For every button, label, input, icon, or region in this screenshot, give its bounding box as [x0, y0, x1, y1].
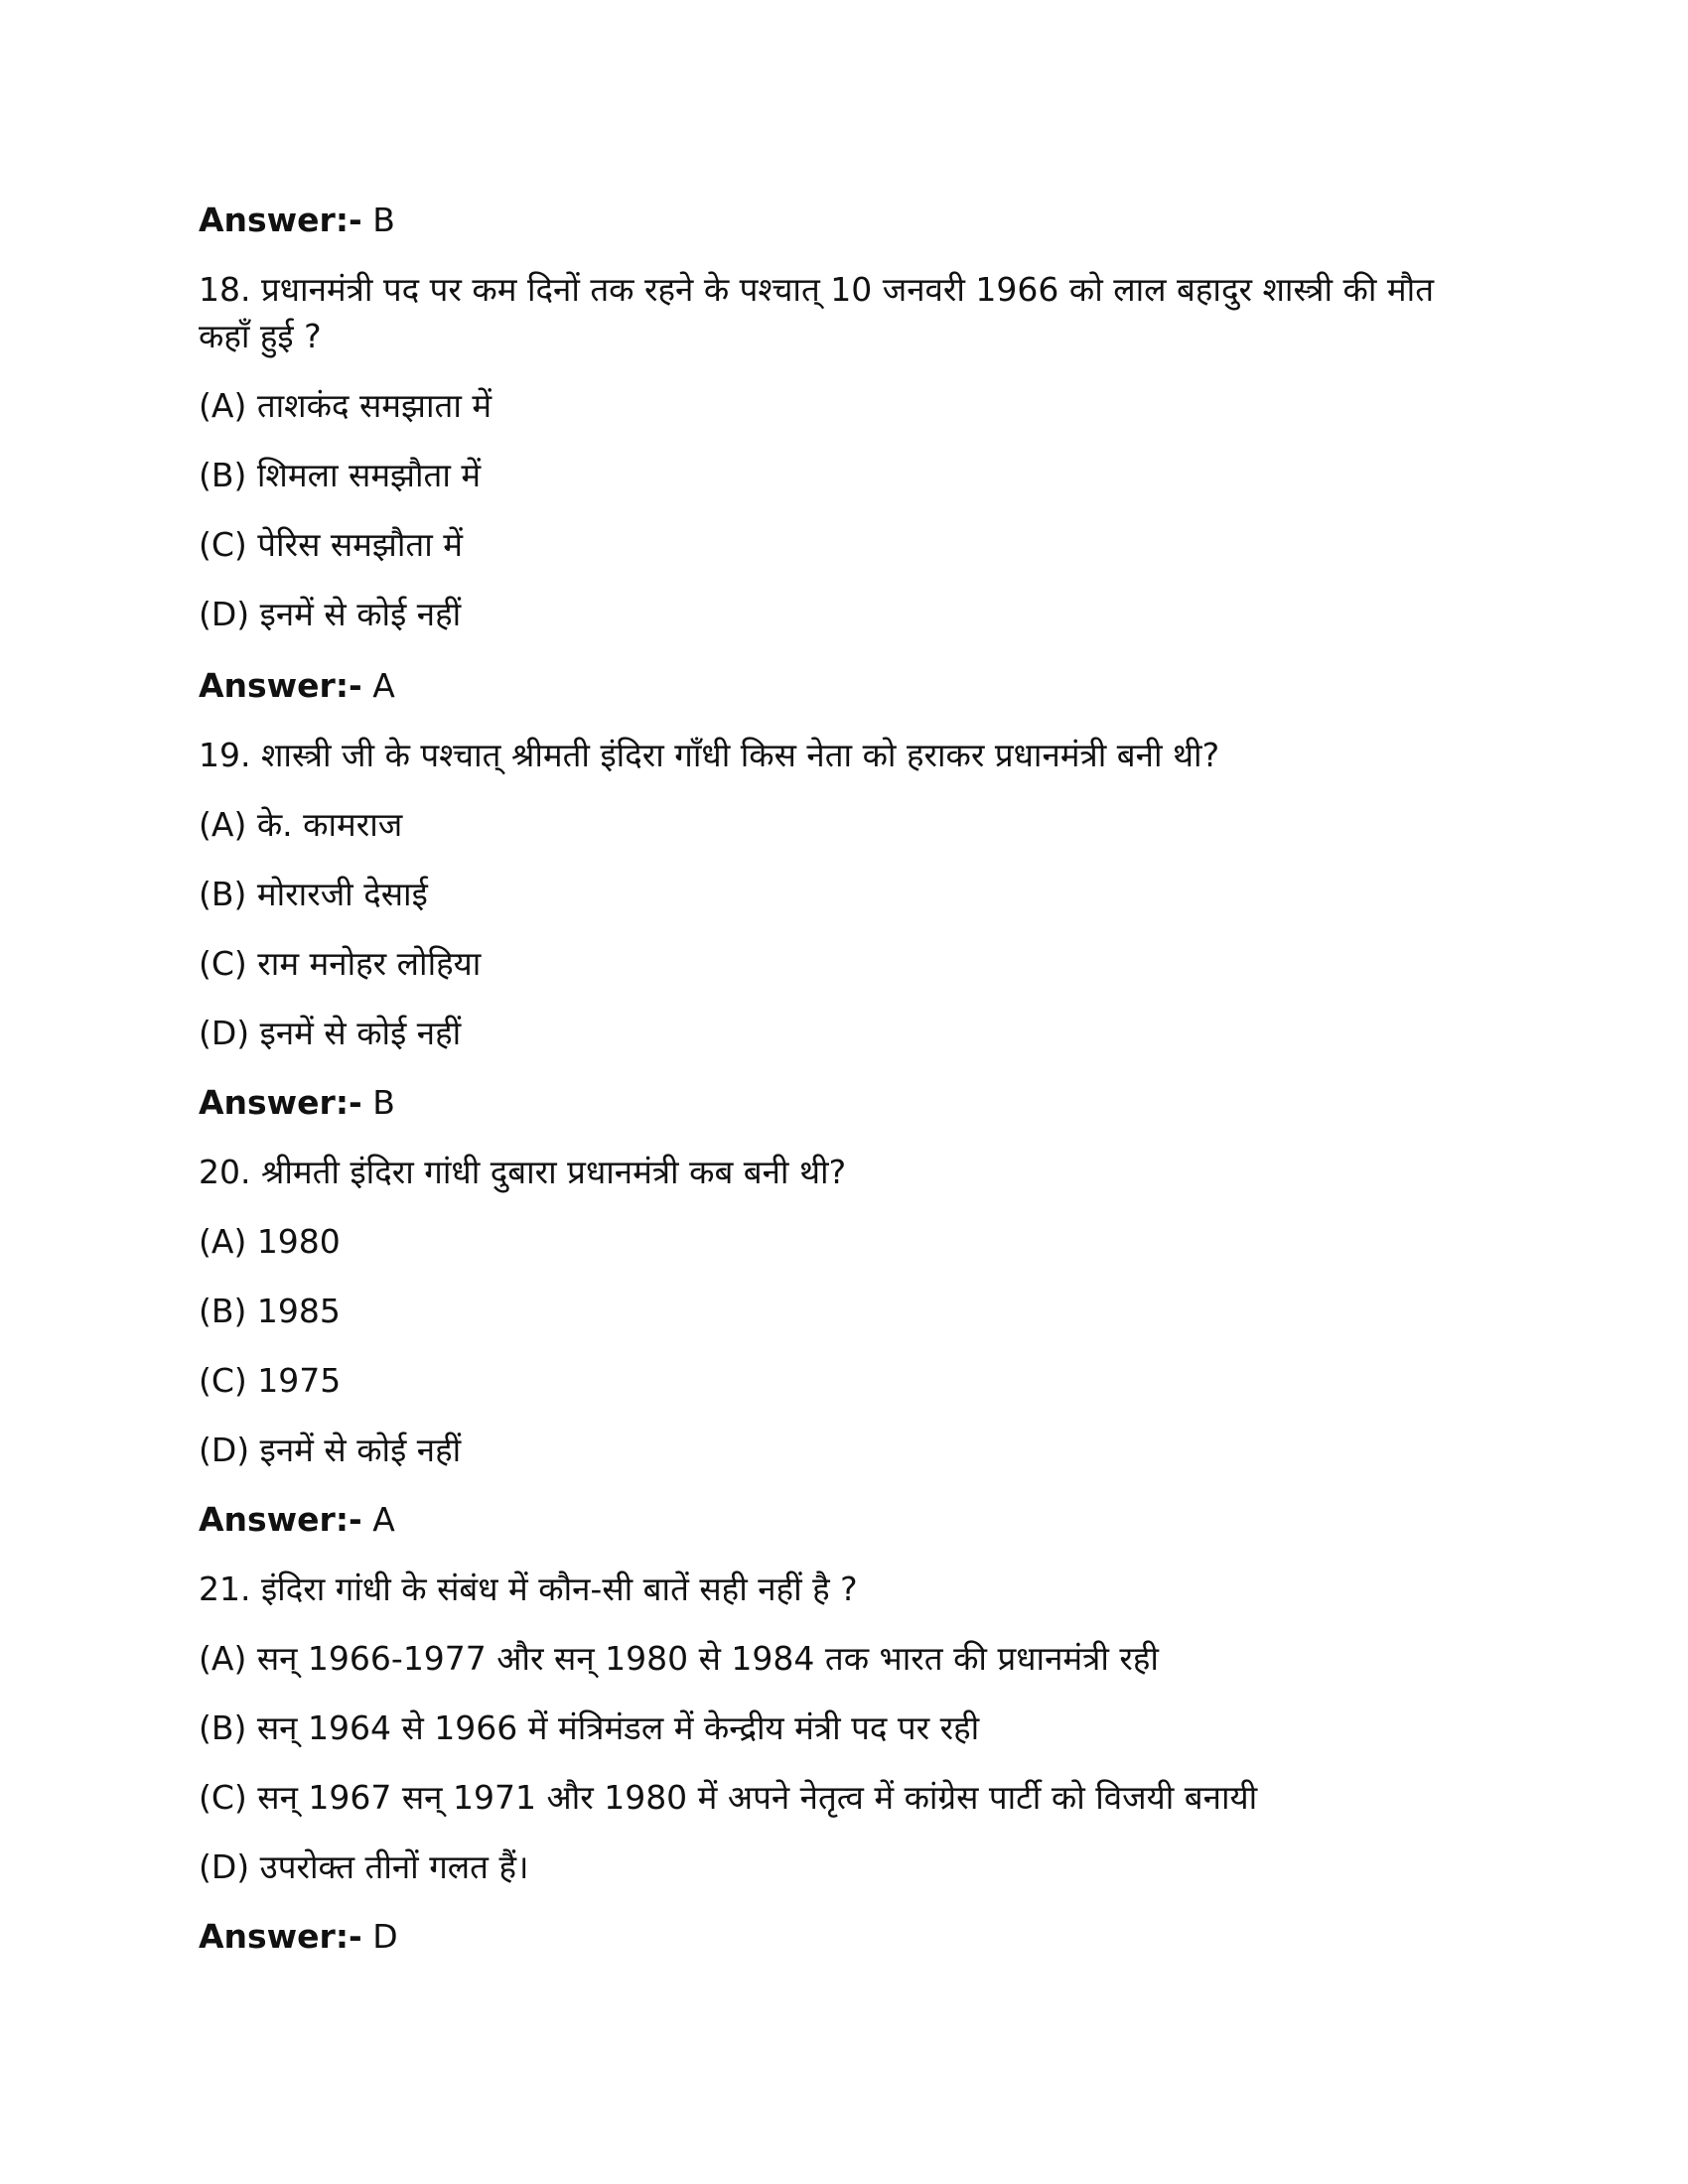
answer-line — [199, 1913, 1489, 1961]
answer-value: A — [372, 666, 395, 705]
option-a: (A) 1980 — [199, 1222, 341, 1261]
question-text: 21. इंदिरा गांधी के संबंध में कौन-सी बातें सही नहीं है ? — [199, 1570, 858, 1608]
answer-label: Answer:- — [199, 201, 362, 239]
option-b: (B) सन् 1964 से 1966 में मंत्रिमंडल में केन्द्रीय मंत्री पद पर रही — [199, 1708, 980, 1747]
answer-value: B — [372, 1083, 395, 1122]
answer-value: B — [372, 201, 395, 239]
answer-line — [199, 1496, 1489, 1544]
option-d: (D) इनमें से कोई नहीं — [199, 1014, 462, 1052]
question-text: 18. प्रधानमंत्री पद पर कम दिनों तक रहने के पश्चात् 10 जनवरी 1966 को लाल बहादुर शास्त्री की मौत — [199, 270, 1435, 309]
question-text: 19. शास्त्री जी के पश्चात् श्रीमती इंदिरा गाँधी किस नेता को हराकर प्रधानमंत्री बनी थी? — [199, 736, 1220, 774]
option-a: (A) ताशकंद समझाता में — [199, 386, 492, 425]
answer-line — [199, 197, 1489, 244]
option-a: (A) के. कामराज — [199, 805, 403, 844]
option-b: (B) मोरारजी देसाई — [199, 875, 428, 913]
option-a: (A) सन् 1966-1977 और सन् 1980 से 1984 तक भारत की प्रधानमंत्री रही — [199, 1639, 1159, 1678]
answer-label: Answer:- — [199, 1500, 362, 1539]
option-c: (C) राम मनोहर लोहिया — [199, 944, 482, 983]
answer-line — [199, 662, 1489, 710]
option-d: (D) इनमें से कोई नहीं — [199, 1431, 462, 1469]
option-d: (D) उपरोक्त तीनों गलत हैं। — [199, 1847, 529, 1886]
answer-label: Answer:- — [199, 1917, 362, 1956]
option-b: (B) शिमला समझौता में — [199, 456, 482, 494]
answer-value: D — [372, 1917, 398, 1956]
answer-line — [199, 1079, 1489, 1127]
answer-label: Answer:- — [199, 1083, 362, 1122]
question-text-continued: कहाँ हुई ? — [199, 317, 322, 355]
question-text: 20. श्रीमती इंदिरा गांधी दुबारा प्रधानमंत्री कब बनी थी? — [199, 1153, 847, 1191]
option-d: (D) इनमें से कोई नहीं — [199, 595, 462, 633]
answer-label: Answer:- — [199, 666, 362, 705]
option-c: (C) पेरिस समझौता में — [199, 525, 463, 564]
option-b: (B) 1985 — [199, 1292, 341, 1330]
option-c: (C) सन् 1967 सन् 1971 और 1980 में अपने नेतृत्व में कांग्रेस पार्टी को विजयी बनायी — [199, 1778, 1258, 1817]
answer-value: A — [372, 1500, 395, 1539]
option-c: (C) 1975 — [199, 1361, 342, 1400]
